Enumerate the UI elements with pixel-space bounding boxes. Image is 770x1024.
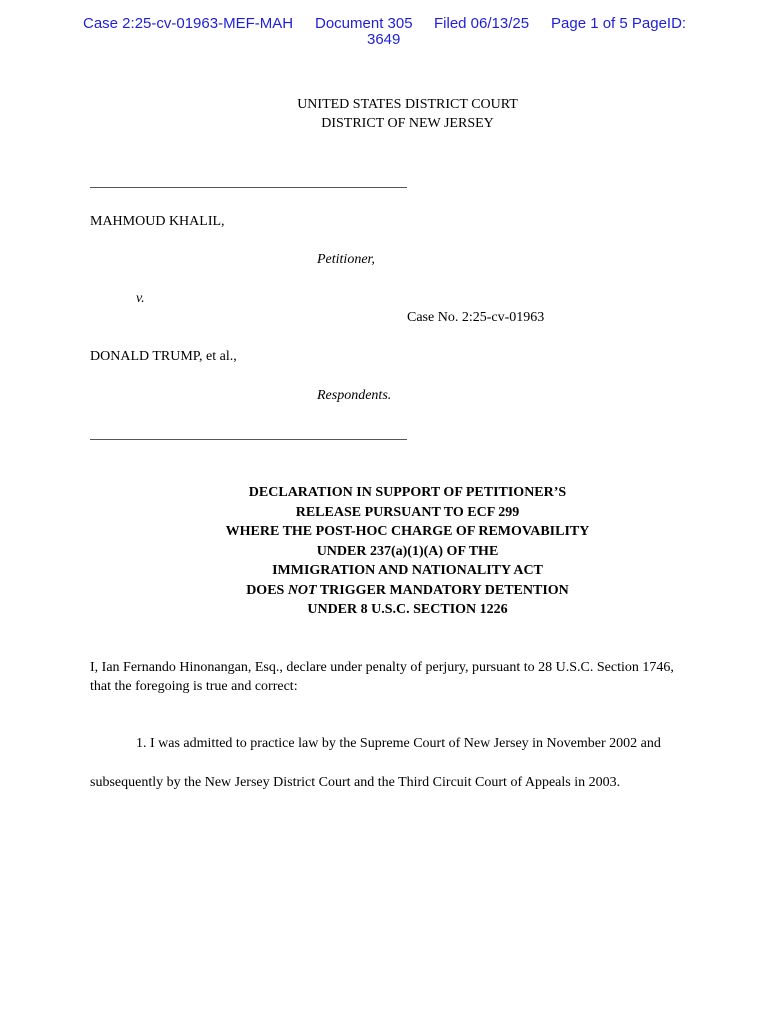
ecf-pageid-number: 3649: [367, 31, 401, 48]
petitioner-role: Petitioner,: [317, 252, 375, 267]
title-line-4: UNDER 237(a)(1)(A) OF THE: [316, 543, 499, 559]
respondent-name: DONALD TRUMP, et al.,: [90, 349, 237, 364]
court-name: UNITED STATES DISTRICT COURT: [297, 97, 518, 112]
case-number: Case No. 2:25-cv-01963: [407, 310, 545, 325]
intro-line-1: I, Ian Fernando Hinonangan, Esq., declare under penalty of perjury, pursuant to 28 U.S.C. Section 1746,: [90, 660, 674, 675]
paragraph-1-line-1: 1. I was admitted to practice law by the Supreme Court of New Jersey in November 2002 and: [136, 736, 661, 751]
ecf-document-number: Document 305: [315, 15, 413, 32]
document-title: [0, 483, 770, 620]
paragraph-1-line-2: subsequently by the New Jersey District Court and the Third Circuit Court of Appeals in 2003.: [90, 775, 621, 790]
title-line-1: DECLARATION IN SUPPORT OF PETITIONER’S: [248, 485, 567, 500]
respondent-role: Respondents.: [317, 388, 392, 403]
ecf-page-info: Page 1 of 5 PageID:: [551, 15, 687, 32]
title-line-6: [0, 581, 770, 601]
title-line-6-emphasis: NOT: [287, 582, 317, 598]
caption-rule-top: [90, 187, 407, 188]
ecf-case-number: Case 2:25-cv-01963-MEF-MAH: [83, 15, 294, 32]
title-line-7: UNDER 8 U.S.C. SECTION 1226: [307, 602, 508, 617]
title-line-3: WHERE THE POST-HOC CHARGE OF REMOVABILITY: [225, 524, 590, 539]
versus-label: v.: [136, 291, 145, 306]
caption-rule-bottom: [90, 439, 407, 440]
court-district: DISTRICT OF NEW JERSEY: [321, 116, 494, 131]
title-line-2: RELEASE PURSUANT TO ECF 299: [295, 504, 520, 520]
title-line-6-pre: DOES: [246, 582, 288, 598]
title-line-6-post: TRIGGER MANDATORY DETENTION: [316, 582, 569, 598]
petitioner-name: MAHMOUD KHALIL,: [90, 214, 225, 229]
intro-line-2: that the foregoing is true and correct:: [90, 679, 298, 694]
ecf-filed-date: Filed 06/13/25: [434, 15, 530, 32]
title-line-5: IMMIGRATION AND NATIONALITY ACT: [272, 563, 543, 578]
